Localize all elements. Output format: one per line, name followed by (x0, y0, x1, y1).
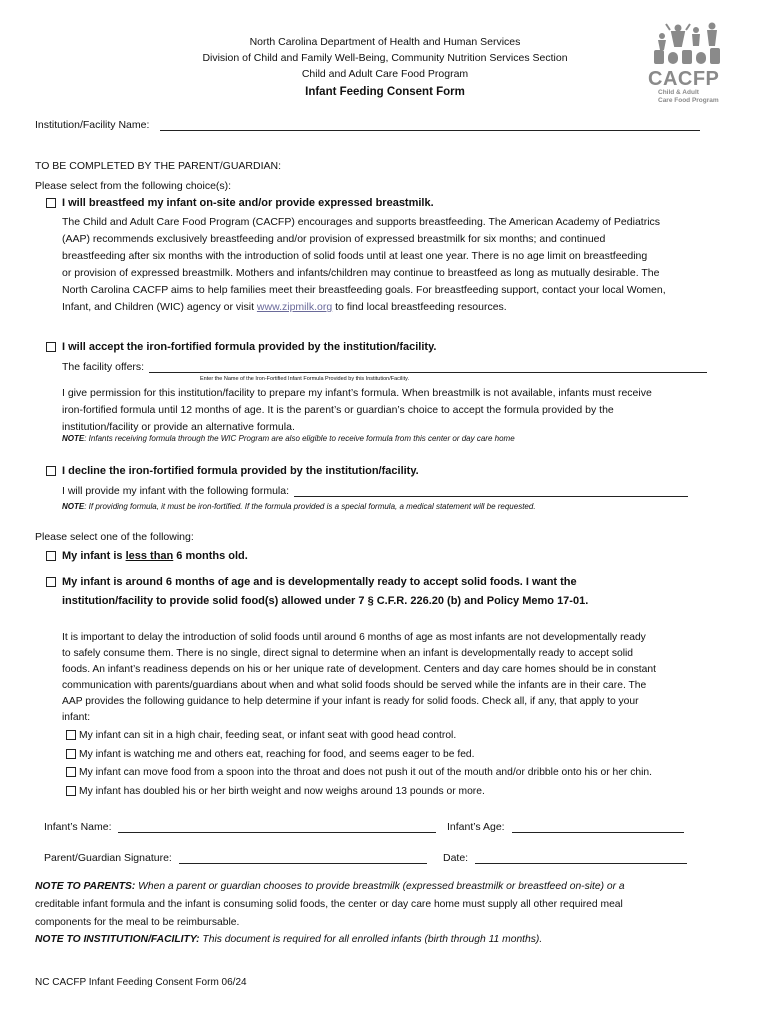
form-title: Infant Feeding Consent Form (305, 86, 465, 98)
infant-name-field[interactable] (118, 821, 436, 833)
age2-line1: My infant is around 6 months of age and is developmentally ready to accept solid foods. I want the (62, 576, 577, 588)
facility-offers-row (62, 361, 707, 373)
option2-line: iron-fortified formula until 12 months of age. It is the parent’s or guardian’s choice to accept the formula provided by the (62, 404, 614, 416)
option-accept-formula-title: I will accept the iron-fortified formula provided by the institution/facility. (62, 341, 437, 353)
age-less-than-6[interactable] (46, 550, 248, 562)
readiness-item[interactable] (66, 764, 652, 783)
readiness-checkbox[interactable] (66, 749, 76, 759)
solid-line: to safely consume them. There is no single, direct signal to determine when an infant is developmentally ready to accept solid (62, 648, 634, 659)
provide-formula-label: I will provide my infant with the following formula: (62, 485, 290, 497)
header-line-1: North Carolina Department of Health and Human Services (249, 36, 521, 48)
age-around-6[interactable] (46, 573, 588, 611)
infant-age-field[interactable] (512, 821, 684, 833)
header-line-3: Child and Adult Care Food Program (301, 68, 469, 80)
note-parents-line3: components for the meal to be reimbursable. (35, 917, 240, 928)
readiness-item[interactable] (66, 746, 652, 765)
option2-note (62, 434, 515, 443)
select-one-label: Please select one of the following: (35, 531, 194, 543)
institution-row (35, 119, 700, 131)
header-line-2: Division of Child and Family Well-Being, Community Nutrition Services Section (202, 52, 568, 64)
option1-line: North Carolina CACFP aims to help families meet their breastfeeding goals. For breastfeeding support, contact your local Women, (62, 284, 666, 296)
option3-note-text: : If providing formula, it must be iron-fortified. If the formula provided is a special formula, a medical statement will be requested. (84, 502, 536, 511)
provide-formula-field[interactable] (294, 485, 688, 497)
infant-name-label: Infant’s Name: (44, 821, 112, 833)
provide-formula-row (62, 485, 688, 497)
solid-line: foods. An infant’s readiness depends on his or her unique rate of development. Centers and day care homes should be in constant (62, 664, 656, 675)
age1-underlined: less than (125, 550, 174, 562)
institution-name-field[interactable] (160, 119, 700, 131)
note-parents-line2: creditable infant formula and the infant is consuming solid foods, the center or day care home must supply all other required meal (35, 899, 623, 910)
option2-line: I give permission for this institution/facility to prepare my infant’s formula. When breastmilk is not available, infants must receive (62, 387, 652, 399)
option1-line: (AAP) recommends exclusively breastfeeding and/or provision of expressed breastmilk for six months; and continued (62, 233, 606, 245)
readiness-item[interactable] (66, 783, 652, 802)
age1-pre: My infant is (62, 550, 126, 562)
readiness-text: My infant is watching me and others eat, reaching for food, and seems eager to be fed. (79, 748, 475, 760)
option1-line (62, 299, 666, 316)
signature-row (44, 852, 427, 864)
age2-line2: institution/facility to provide solid food(s) allowed under 7 § C.F.R. 226.20 (b) and Policy Memo 17-01. (62, 595, 589, 607)
option-decline-formula[interactable] (46, 465, 419, 477)
option3-note-label: NOTE (62, 502, 85, 511)
note-parents-label: NOTE TO PARENTS: (35, 881, 136, 892)
age-less-than-6-checkbox[interactable] (46, 551, 56, 561)
option1-line: or provision of expressed breastmilk. Mothers and infants/children may continue to breastfeed as long as mutually desirable. The (62, 267, 660, 279)
readiness-checklist (66, 727, 652, 801)
logo-figures-icon (648, 20, 728, 66)
option1-line: breastfeeding after six months with the introduction of solid foods until at least one year. There is no age limit on breastfeeding (62, 250, 648, 262)
option1-last-pre: Infant, and Children (WIC) agency or visit (62, 301, 257, 313)
zipmilk-link[interactable]: www.zipmilk.org (256, 301, 333, 313)
logo-sub-1: Child & Adult (658, 89, 699, 96)
infant-age-row (447, 821, 684, 833)
option-breastfeed-body (62, 214, 666, 316)
readiness-item[interactable] (66, 727, 652, 746)
date-row (443, 852, 687, 864)
option-accept-formula-checkbox[interactable] (46, 342, 56, 352)
note-to-institution (35, 934, 542, 945)
readiness-checkbox[interactable] (66, 767, 76, 777)
note-institution-text: This document is required for all enrolled infants (birth through 11 months). (199, 934, 543, 945)
facility-offers-label: The facility offers: (62, 361, 145, 373)
signature-label: Parent/Guardian Signature: (44, 852, 172, 864)
logo-sub-2: Care Food Program (658, 97, 719, 104)
date-field[interactable] (475, 852, 687, 864)
readiness-text: My infant can sit in a high chair, feeding seat, or infant seat with good head control. (79, 730, 457, 741)
readiness-text: My infant can move food from a spoon into the throat and does not push it out of the mouth and/or dribble onto his or her chin. (79, 767, 652, 778)
option-decline-formula-title: I decline the iron-fortified formula provided by the institution/facility. (62, 465, 419, 477)
readiness-checkbox[interactable] (66, 786, 76, 796)
solid-line: communication with parents/guardians about when and what solid foods should be served while the infants are in their care. The (62, 680, 647, 691)
parent-heading: TO BE COMPLETED BY THE PARENT/GUARDIAN: (35, 160, 282, 172)
option-decline-formula-checkbox[interactable] (46, 466, 56, 476)
option-breastfeed-checkbox[interactable] (46, 198, 56, 208)
note-institution-label: NOTE TO INSTITUTION/FACILITY: (35, 934, 200, 945)
cacfp-logo (648, 20, 728, 106)
facility-offers-hint: Enter the Name of the Iron-Fortified Infant Formula Provided by this Institution/Facility. (200, 376, 409, 382)
facility-formula-field[interactable] (149, 361, 707, 373)
solid-line: infant: (62, 712, 91, 723)
solid-foods-paragraph (62, 630, 656, 726)
solid-line: AAP provides the following guidance to help determine if your infant is ready for solid foods. Check all, if any, that apply to your (62, 696, 639, 707)
option1-line: The Child and Adult Care Food Program (CACFP) encourages and supports breastfeeding. The American Academy of Pediatrics (62, 216, 661, 228)
age-around-6-checkbox[interactable] (46, 577, 56, 587)
signature-field[interactable] (179, 852, 427, 864)
option2-note-text: : Infants receiving formula through the WIC Program are also eligible to receive formula from this center or day care home (84, 434, 515, 443)
note-to-parents (35, 878, 625, 932)
institution-label: Institution/Facility Name: (35, 119, 150, 131)
logo-acronym: CACFP (648, 68, 720, 90)
option-breastfeed-title: I will breastfeed my infant on-site and/or provide expressed breastmilk. (62, 197, 434, 209)
age1-post: 6 months old. (173, 550, 248, 562)
option2-note-label: NOTE (62, 434, 85, 443)
option1-last-post: to find local breastfeeding resources. (332, 301, 507, 313)
note-parents-line1: When a parent or guardian chooses to provide breastmilk (expressed breastmilk or breastfeed on-site) or a (135, 881, 625, 892)
solid-line: It is important to delay the introduction of solid foods until around 6 months of age as most infants are not developmentally ready (62, 632, 646, 643)
readiness-text: My infant has doubled his or her birth weight and now weighs around 13 pounds or more. (79, 785, 485, 797)
option-accept-formula-body (62, 385, 652, 436)
select-choices-label: Please select from the following choice(s): (35, 180, 232, 192)
footer-form-id: NC CACFP Infant Feeding Consent Form 06/24 (35, 977, 247, 988)
option2-line: institution/facility or provide an alternative formula. (62, 421, 295, 433)
option-accept-formula[interactable] (46, 341, 436, 353)
date-label: Date: (443, 852, 469, 864)
readiness-checkbox[interactable] (66, 730, 76, 740)
option3-note (62, 502, 536, 511)
option-breastfeed[interactable] (46, 197, 434, 209)
infant-age-label: Infant’s Age: (447, 821, 505, 833)
infant-name-row (44, 821, 436, 833)
